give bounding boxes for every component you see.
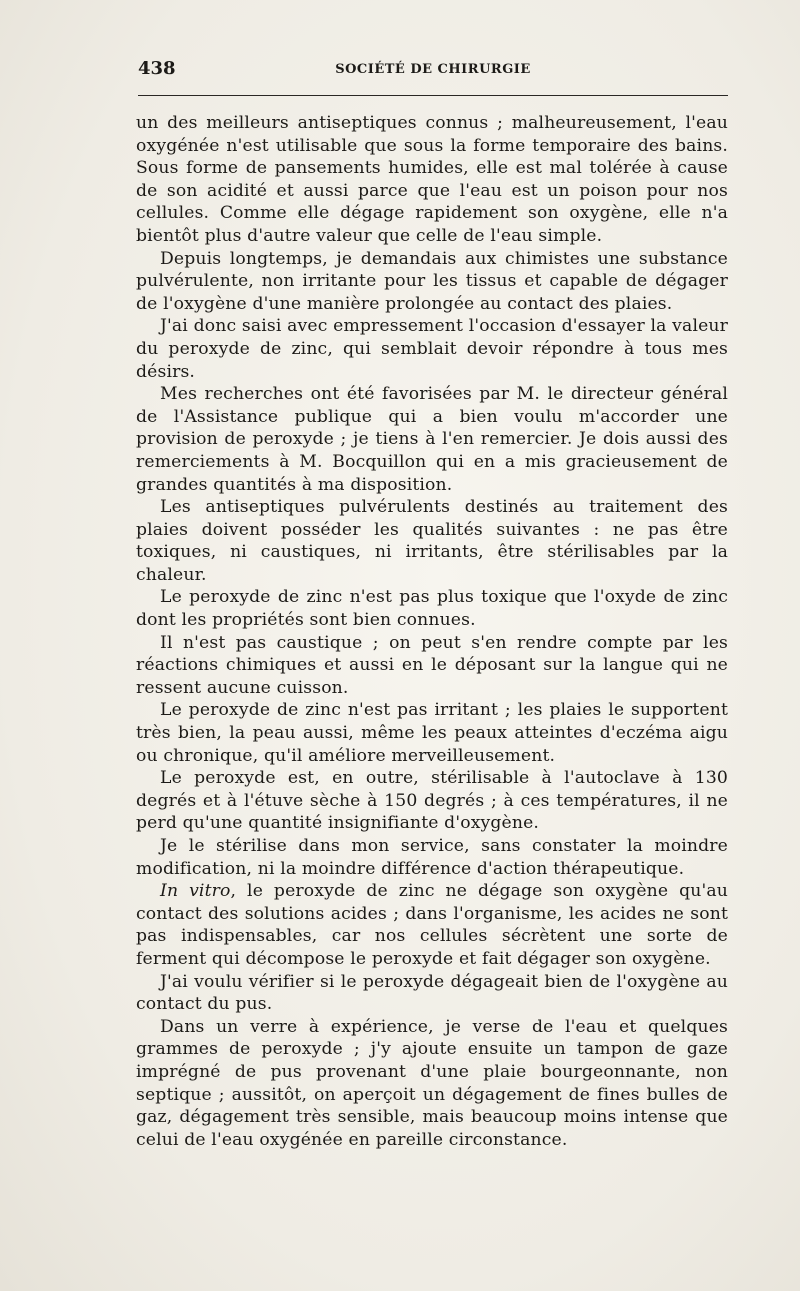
page-number: 438 <box>138 58 176 79</box>
paragraph: J'ai donc saisi avec empressement l'occasion d'essayer la valeur du peroxyde de zinc, qui semblait devoir répondre à tous mes désirs. <box>136 316 728 382</box>
paragraph: Le peroxyde est, en outre, stérilisable à l'autoclave à 130 degrés et à l'étuve sèche à 150 degrés ; à ces températures, il ne perd qu'une quantité insignifiante d'oxygène. <box>136 768 728 834</box>
running-head: SOCIÉTÉ DE CHIRURGIE <box>335 62 531 77</box>
body-text <box>136 112 728 1151</box>
paragraph: Je le stérilise dans mon service, sans constater la moindre modification, ni la moindre différence d'action thérapeutique. <box>136 836 728 879</box>
paragraph: Dans un verre à expérience, je verse de l'eau et quelques grammes de peroxyde ; j'y ajoute ensuite un tampon de gaze imprégné de pus provenant d'une plaie bourgeonnante, non septique ; aussitôt, on aperçoit un dégagement de fines bulles de gaz, dégagement très sensible, mais beaucoup moins intense que celui de l'eau oxygénée en pareille circonstance. <box>136 1016 728 1150</box>
paragraph: Les antiseptiques pulvérulents destinés au traitement des plaies doivent posséder les qualités suivantes : ne pas être toxiques, ni caustiques, ni irritants, être stérilisables par la chaleur. <box>136 497 728 585</box>
paragraph: un des meilleurs antiseptiques connus ; malheureusement, l'eau oxygénée n'est utilisable que sous la forme temporaire des bains. Sous forme de pansements humides, elle est mal tolérée à cause de son acidité et aussi parce que l'eau est un poison pour nos cellules. Comme elle dégage rapidement son oxygène, elle n'a bientôt plus d'autre valeur que celle de l'eau simple. <box>136 113 728 246</box>
paragraph-text: , le peroxyde de zinc ne dégage son oxygène qu'au contact des solutions acides ; dans l'organisme, les acides ne sont pas indispensables, car nos cellules sécrètent une sorte de ferment qui décompose le peroxyde et fait dégager son oxygène. <box>136 881 729 969</box>
page-header <box>138 58 728 84</box>
paragraph: Il n'est pas caustique ; on peut s'en rendre compte par les réactions chimiques et aussi en le déposant sur la langue qui ne ressent aucune cuisson. <box>136 632 728 698</box>
italic-phrase: In vitro <box>160 881 231 902</box>
paragraph: Le peroxyde de zinc n'est pas irritant ; les plaies le supportent très bien, la peau aussi, même les peaux atteintes d'eczéma aigu ou chronique, qu'il améliore merveilleusement. <box>136 700 728 766</box>
paragraph: J'ai voulu vérifier si le peroxyde dégageait bien de l'oxygène au contact du pus. <box>136 971 728 1015</box>
paragraph <box>136 880 728 970</box>
paragraph: Le peroxyde de zinc n'est pas plus toxique que l'oxyde de zinc dont les propriétés sont bien connues. <box>136 587 728 631</box>
paragraph: Mes recherches ont été favorisées par M. le directeur général de l'Assistance publique qui a bien voulu m'accorder une provision de peroxyde ; je tiens à l'en remercier. Je dois aussi des remerciements à M. Bocquillon qui en a mis gracieusement de grandes quantités à ma disposition. <box>136 384 728 495</box>
paragraph: Depuis longtemps, je demandais aux chimistes une substance pulvérulente, non irritante pour les tissus et capable de dégager de l'oxygène d'une manière prolongée au contact des plaies. <box>136 248 728 314</box>
header-rule <box>138 95 728 96</box>
